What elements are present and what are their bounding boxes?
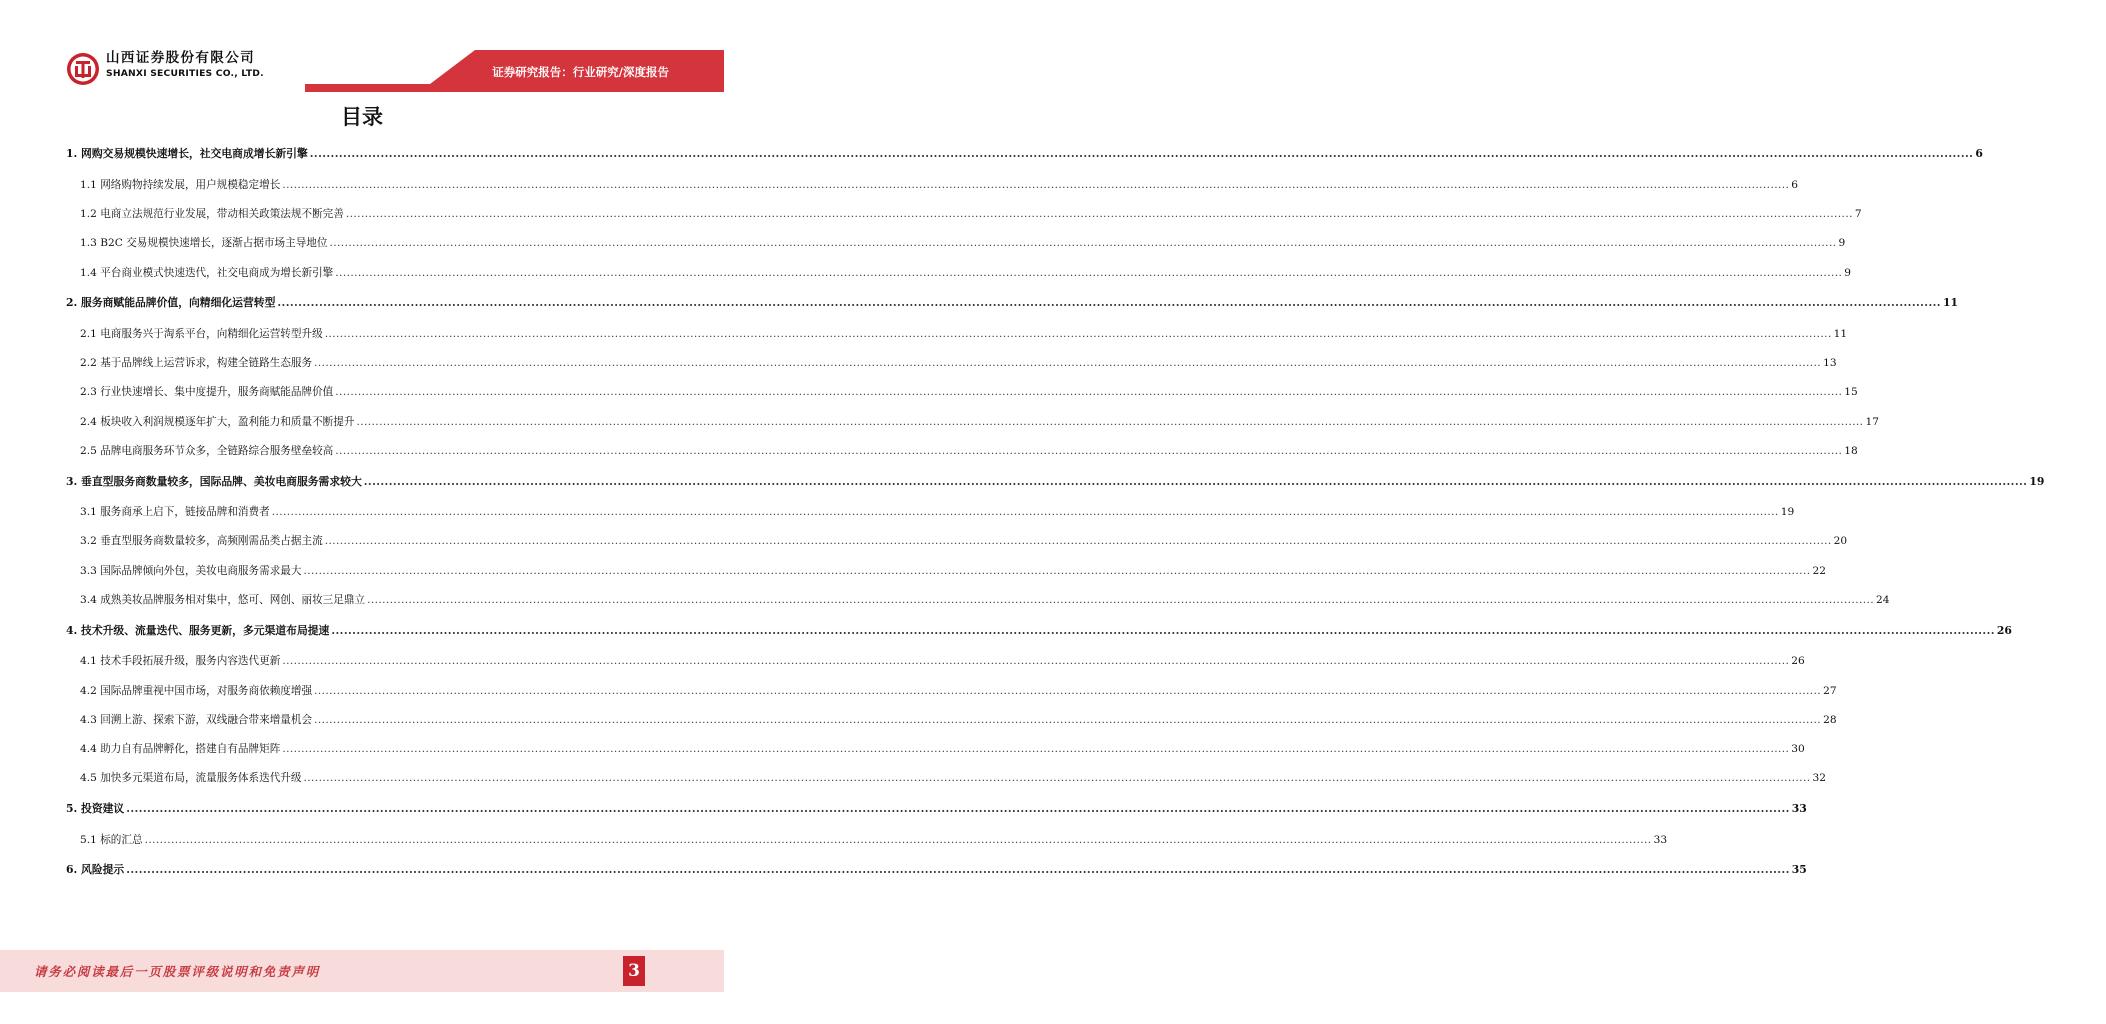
toc-entry-title: 2. 服务商赋能品牌价值，向精细化运营转型 [66,296,276,309]
toc-leader-dots: ................................................................................................................................................................................................................................................................................................................................................................................................................ [303,772,1811,784]
toc-entry-title: 4. 技术升级、流量迭代、服务更新，多元渠道布局提速 [66,624,330,637]
toc-entry[interactable] [0,264,1852,282]
toc-leader-dots: ................................................................................................................................................................................................................................................................................................................................................................................................................ [314,357,1822,369]
toc-entry[interactable] [0,562,1826,580]
toc-entry-title: 3.4 成熟美妆品牌服务相对集中，悠可、网创、丽妆三足鼎立 [80,594,366,606]
toc-entry-title: 2.4 板块收入利润规模逐年扩大，盈利能力和质量不断提升 [80,416,355,428]
toc-entry-title: 1. 网购交易规模快速增长，社交电商成增长新引擎 [66,147,308,160]
toc-entry[interactable] [0,532,1848,550]
toc-title: 目录 [341,105,383,129]
toc-entry-title: 3. 垂直型服务商数量较多，国际品牌、美妆电商服务需求较大 [66,475,362,488]
toc-entry-title: 4.5 加快多元渠道布局，流量服务体系迭代升级 [80,772,302,784]
toc-entry-title: 1.2 电商立法规范行业发展，带动相关政策法规不断完善 [80,208,344,220]
toc-entry-page: 33 [1653,834,1668,846]
toc-leader-dots: ................................................................................................................................................................................................................................................................................................................................................................................................................ [335,445,1843,457]
toc-entry[interactable] [0,145,1983,163]
toc-entry-page: 26 [1791,655,1805,667]
toc-entry-title: 2.1 电商服务兴于淘系平台，向精细化运营转型升级 [80,328,323,340]
toc-leader-dots: ................................................................................................................................................................................................................................................................................................................................................................................................................ [303,565,1811,577]
toc-entry-page: 30 [1791,743,1805,755]
toc-entry[interactable] [0,294,1958,312]
toc-entry-page: 11 [1833,328,1848,340]
toc-leader-dots: ................................................................................................................................................................................................................................................................................................................................................................................................................ [324,535,1832,547]
toc-entry-title: 1.3 B2C 交易规模快速增长，逐渐占据市场主导地位 [80,237,328,249]
toc-entry[interactable] [0,413,1879,431]
toc-entry-page: 13 [1823,357,1837,369]
toc-entry-page: 19 [2029,475,2045,488]
toc-entry-page: 32 [1812,772,1826,784]
company-name-en: SHANXI SECURITIES CO., LTD. [106,68,264,79]
toc-entry-title: 4.3 回溯上游、探索下游，双线融合带来增量机会 [80,714,313,726]
toc-entry[interactable] [0,831,1668,849]
toc-entry-title: 2.2 基于品牌线上运营诉求，构建全链路生态服务 [80,357,313,369]
toc-entry-page: 22 [1812,565,1826,577]
toc-entry[interactable] [0,800,1807,818]
toc-entry[interactable] [0,503,1795,521]
toc-entry[interactable] [0,354,1837,372]
report-type-label: 证券研究报告：行业研究/深度报告 [492,65,669,79]
toc-entry[interactable] [0,383,1858,401]
toc-leader-dots: ................................................................................................................................................................................................................................................................................................................................................................................................................ [356,416,1864,428]
toc-leader-dots: ................................................................................................................................................................................................................................................................................................................................................................................................................ [345,208,1853,220]
toc-leader-dots: ................................................................................................................................................................................................................................................................................................................................................................................................................ [314,714,1822,726]
toc-entry-title: 3.2 垂直型服务商数量较多，高频刚需品类占据主流 [80,535,323,547]
toc-leader-dots: ................................................................................................................................................................................................................................................................................................................................................................................................................ [282,655,1790,667]
toc-entry-page: 20 [1833,535,1848,547]
toc-entry-page: 27 [1823,685,1837,697]
toc-leader-dots: ................................................................................................................................................................................................................................................................................................................................................................................................................ [335,386,1843,398]
toc-entry-page: 9 [1838,237,1846,249]
toc-entry[interactable] [0,591,1890,609]
toc-entry-page: 11 [1942,296,1958,309]
toc-entry[interactable] [0,442,1858,460]
toc-entry-page: 33 [1791,802,1807,815]
toc-entry-title: 1.4 平台商业模式快速迭代，社交电商成为增长新引擎 [80,267,334,279]
toc-entry-page: 7 [1854,208,1862,220]
toc-leader-dots: ................................................................................................................................................................................................................................................................................................................................................................................................................ [126,863,1790,876]
toc-leader-dots: ................................................................................................................................................................................................................................................................................................................................................................................................................ [363,475,2028,488]
toc-entry-title: 4.1 技术手段拓展升级，服务内容迭代更新 [80,655,281,667]
toc-leader-dots: ................................................................................................................................................................................................................................................................................................................................................................................................................ [331,624,1995,637]
company-name-cn: 山西证券股份有限公司 [106,50,255,66]
toc-entry-page: 28 [1823,714,1837,726]
toc-entry-page: 9 [1844,267,1852,279]
toc-entry-title: 3.3 国际品牌倾向外包，美妆电商服务需求最大 [80,565,302,577]
toc-entry[interactable] [0,652,1805,670]
toc-entry[interactable] [0,769,1826,787]
toc-entry[interactable] [0,205,1862,223]
toc-entry-page: 19 [1780,506,1795,518]
toc-entry[interactable] [0,711,1837,729]
toc-entry-page: 18 [1844,445,1858,457]
toc-entry[interactable] [0,682,1837,700]
toc-leader-dots: ................................................................................................................................................................................................................................................................................................................................................................................................................ [144,834,1652,846]
toc-entry-title: 4.2 国际品牌重视中国市场，对服务商依赖度增强 [80,685,313,697]
toc-entry[interactable] [0,473,2045,491]
toc-leader-dots: ................................................................................................................................................................................................................................................................................................................................................................................................................ [282,743,1790,755]
toc-entry-page: 15 [1844,386,1858,398]
toc-entry-title: 6. 风险提示 [66,863,125,876]
toc-entry[interactable] [0,234,1846,252]
toc-entry-page: 17 [1865,416,1879,428]
toc-entry-page: 6 [1791,179,1799,191]
page-number: 3 [623,956,645,986]
toc-entry-page: 6 [1975,147,1983,160]
toc-entry-title: 2.5 品牌电商服务环节众多，全链路综合服务壁垒较高 [80,445,334,457]
toc-entry-page: 35 [1791,863,1807,876]
toc-entry-page: 24 [1876,594,1890,606]
disclaimer-notice: 请务必阅读最后一页股票评级说明和免责声明 [34,964,321,979]
toc-entry[interactable] [0,622,2012,640]
toc-leader-dots: ................................................................................................................................................................................................................................................................................................................................................................................................................ [309,147,1974,160]
toc-entry-title: 5.1 标的汇总 [80,834,143,846]
toc-leader-dots: ................................................................................................................................................................................................................................................................................................................................................................................................................ [271,506,1779,518]
toc-leader-dots: ................................................................................................................................................................................................................................................................................................................................................................................................................ [282,179,1790,191]
toc-leader-dots: ................................................................................................................................................................................................................................................................................................................................................................................................................ [314,685,1822,697]
toc-leader-dots: ................................................................................................................................................................................................................................................................................................................................................................................................................ [324,328,1832,340]
toc-leader-dots: ................................................................................................................................................................................................................................................................................................................................................................................................................ [367,594,1875,606]
toc-entry-page: 26 [1996,624,2012,637]
toc-leader-dots: ................................................................................................................................................................................................................................................................................................................................................................................................................ [277,296,1941,309]
toc-entry-title: 2.3 行业快速增长、集中度提升，服务商赋能品牌价值 [80,386,334,398]
toc-entry[interactable] [0,740,1805,758]
page-footer [0,950,724,992]
toc-entry-title: 4.4 助力自有品牌孵化，搭建自有品牌矩阵 [80,743,281,755]
toc-leader-dots: ................................................................................................................................................................................................................................................................................................................................................................................................................ [335,267,1843,279]
toc-entry-title: 3.1 服务商承上启下，链接品牌和消费者 [80,506,270,518]
toc-leader-dots: ................................................................................................................................................................................................................................................................................................................................................................................................................ [329,237,1837,249]
toc-entry[interactable] [0,325,1848,343]
toc-entry[interactable] [0,176,1799,194]
toc-entry-title: 5. 投资建议 [66,802,125,815]
toc-entry-title: 1.1 网络购物持续发展，用户规模稳定增长 [80,179,281,191]
toc-entry[interactable] [0,861,1807,879]
toc-leader-dots: ................................................................................................................................................................................................................................................................................................................................................................................................................ [126,802,1790,815]
